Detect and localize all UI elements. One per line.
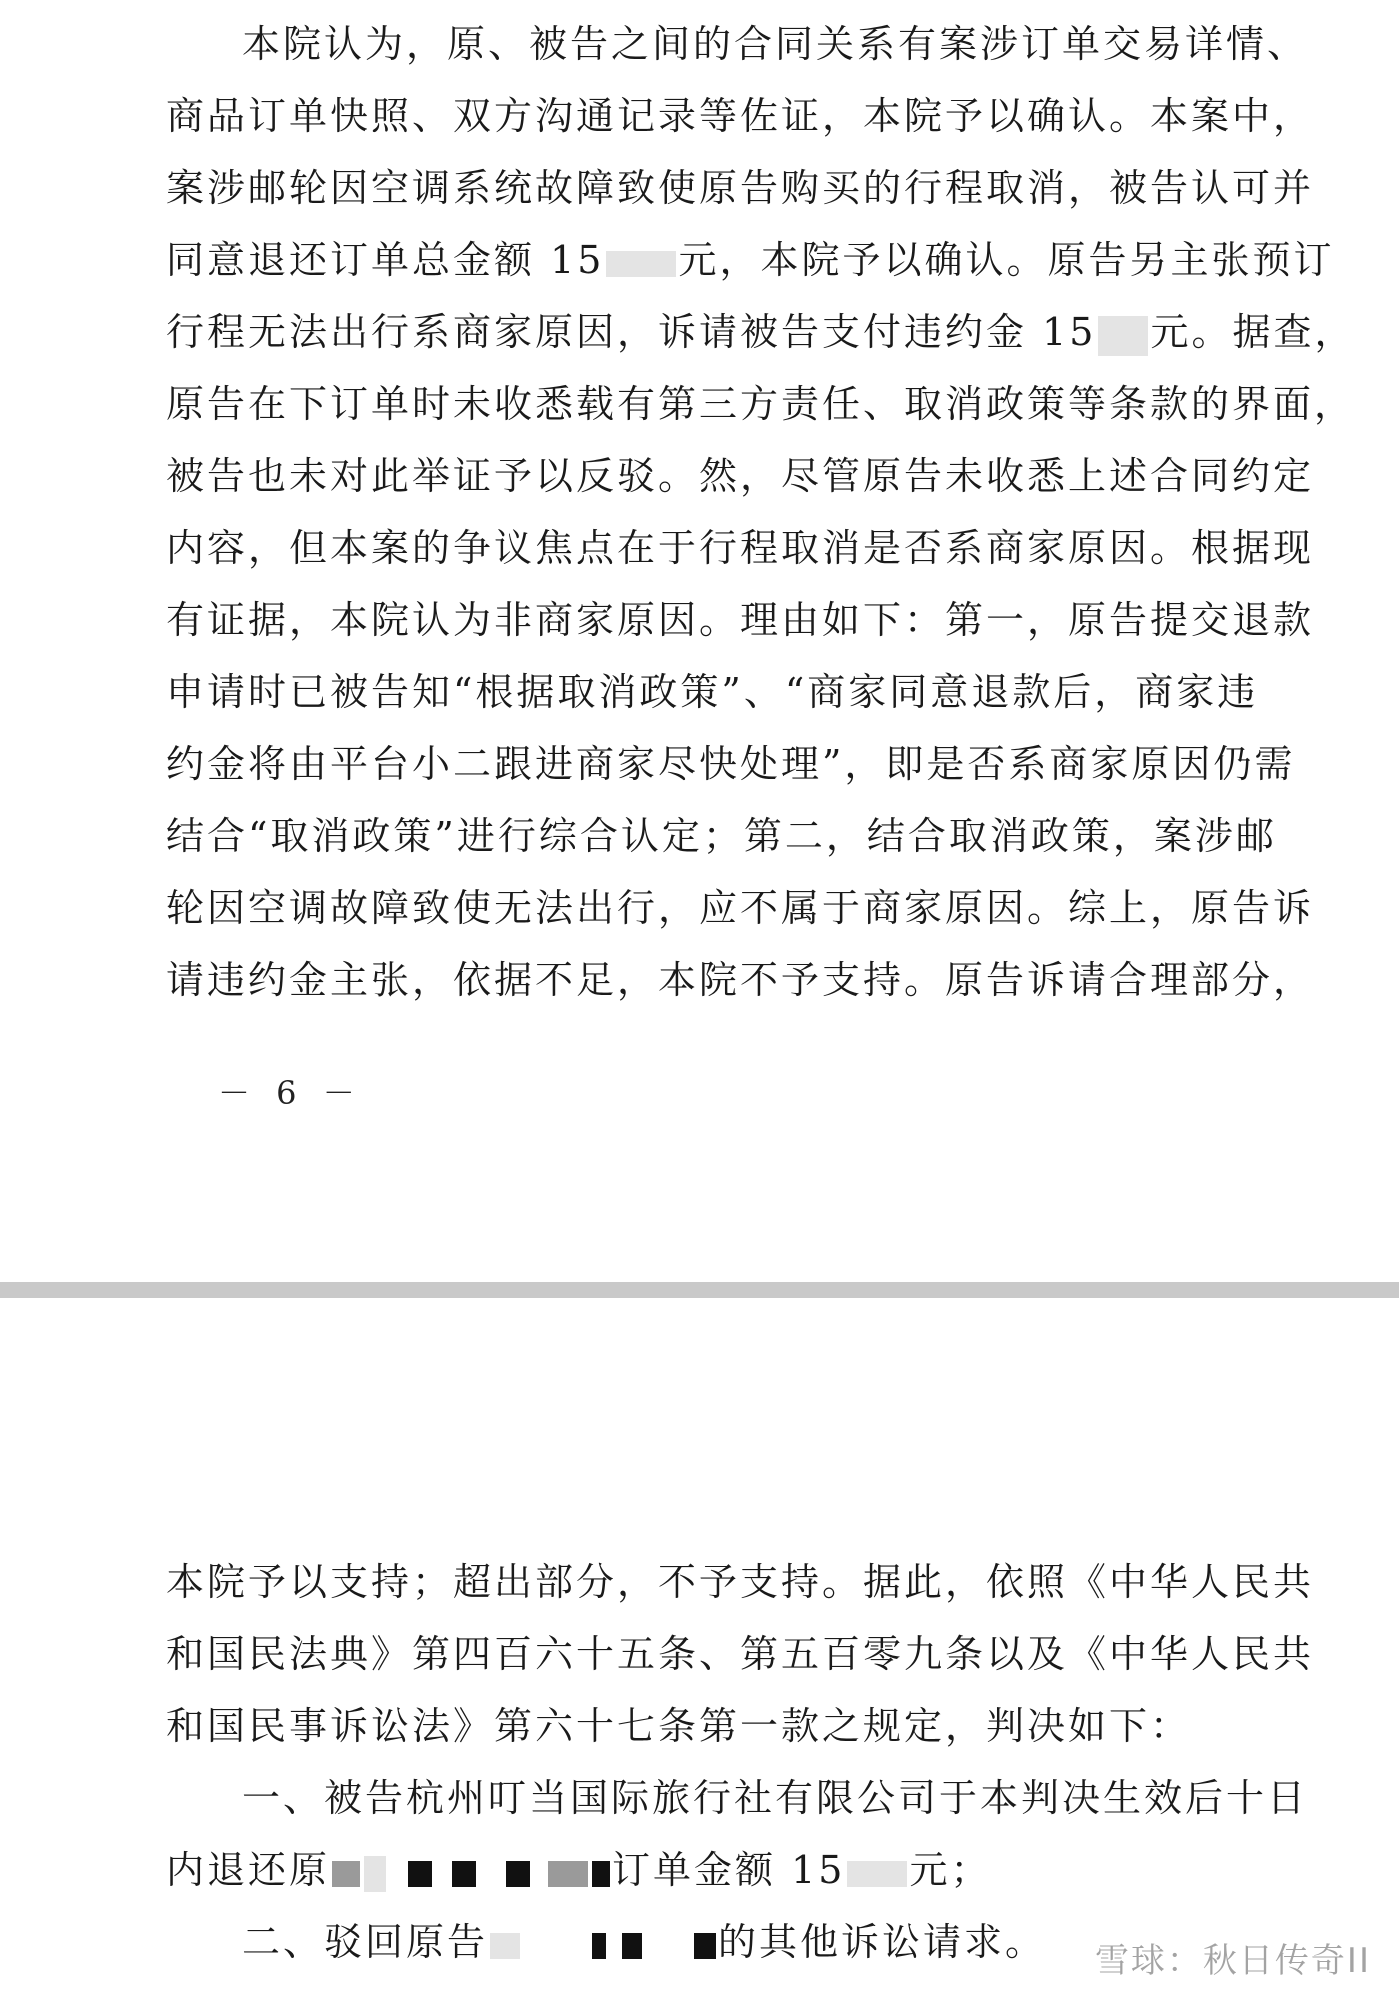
redaction-mark <box>606 251 676 277</box>
text-line: 申请时已被告知“根据取消政策”、“商家同意退款后，商家违 <box>166 670 1259 714</box>
text-line: 内容，但本案的争议焦点在于行程取消是否系商家原因。根据现 <box>166 526 1315 570</box>
text-line: 一、被告杭州叮当国际旅行社有限公司于本判决生效后十日 <box>242 1776 1309 1820</box>
text-line: 本院认为，原、被告之间的合同关系有案涉订单交易详情、 <box>242 22 1309 66</box>
text-line: 轮因空调故障致使无法出行，应不属于商家原因。综上，原告诉 <box>166 886 1315 930</box>
text-line: 约金将由平台小二跟进商家尽快处理”，即是否系商家原因仍需 <box>166 742 1296 786</box>
redaction-mark <box>548 1861 588 1887</box>
text-segment: 元； <box>909 1848 992 1892</box>
redaction-mark <box>506 1861 530 1887</box>
text-segment: 元，本院予以确认。原告另主张预订 <box>678 238 1335 282</box>
page-number: － 6 － <box>218 1074 363 1112</box>
text-segment: 二、驳回原告 <box>242 1920 489 1964</box>
redaction-mark <box>847 1861 907 1887</box>
text-segment: 行程无法出行系商家原因，诉请被告支付违约金 15 <box>166 310 1097 354</box>
text-line <box>166 224 1335 296</box>
text-line <box>166 1834 1266 1906</box>
text-segment: 元。据查， <box>1150 310 1356 354</box>
text-line: 本院予以支持；超出部分，不予支持。据此，依照《中华人民共 <box>166 1560 1315 1604</box>
text-segment: 的其他诉讼请求。 <box>718 1920 1047 1964</box>
text-line: 案涉邮轮因空调系统故障致使原告购买的行程取消，被告认可并 <box>166 166 1315 210</box>
redaction-mark <box>592 1933 606 1959</box>
redaction-mark <box>408 1861 432 1887</box>
redaction-mark <box>1098 316 1148 356</box>
text-line <box>166 296 1356 368</box>
text-line: 请违约金主张，依据不足，本院不予支持。原告诉请合理部分， <box>166 958 1315 1002</box>
document-page-bottom <box>0 1298 1399 2000</box>
text-line: 结合“取消政策”进行综合认定；第二，结合取消政策，案涉邮 <box>166 814 1277 858</box>
judgment-paragraph-reasoning <box>166 8 1356 1016</box>
text-line: 商品订单快照、双方沟通记录等佐证，本院予以确认。本案中， <box>166 94 1315 138</box>
text-segment: 同意退还订单总金额 15 <box>166 238 605 282</box>
text-line: 被告也未对此举证予以反驳。然，尽管原告未收悉上述合同约定 <box>166 454 1315 498</box>
page-separator <box>0 1282 1399 1298</box>
redaction-mark <box>452 1861 476 1887</box>
text-line: 和国民事诉讼法》第六十七条第一款之规定，判决如下： <box>166 1704 1192 1748</box>
redaction-mark <box>490 1933 520 1959</box>
text-segment: 订单金额 15 <box>612 1848 846 1892</box>
redaction-mark <box>364 1856 386 1892</box>
redaction-mark <box>622 1933 642 1959</box>
text-line: 原告在下订单时未收悉载有第三方责任、取消政策等条款的界面， <box>166 382 1356 426</box>
watermark: 雪球：秋日传奇II <box>1094 1941 1371 1981</box>
text-line: 有证据，本院认为非商家原因。理由如下：第一，原告提交退款 <box>166 598 1315 642</box>
text-segment: 内退还原 <box>166 1848 331 1892</box>
redaction-mark <box>332 1861 360 1887</box>
judgment-paragraph-ruling <box>166 1546 1315 1978</box>
redaction-mark <box>592 1861 610 1887</box>
redaction-mark <box>694 1933 716 1959</box>
text-line: 和国民法典》第四百六十五条、第五百零九条以及《中华人民共 <box>166 1632 1315 1676</box>
